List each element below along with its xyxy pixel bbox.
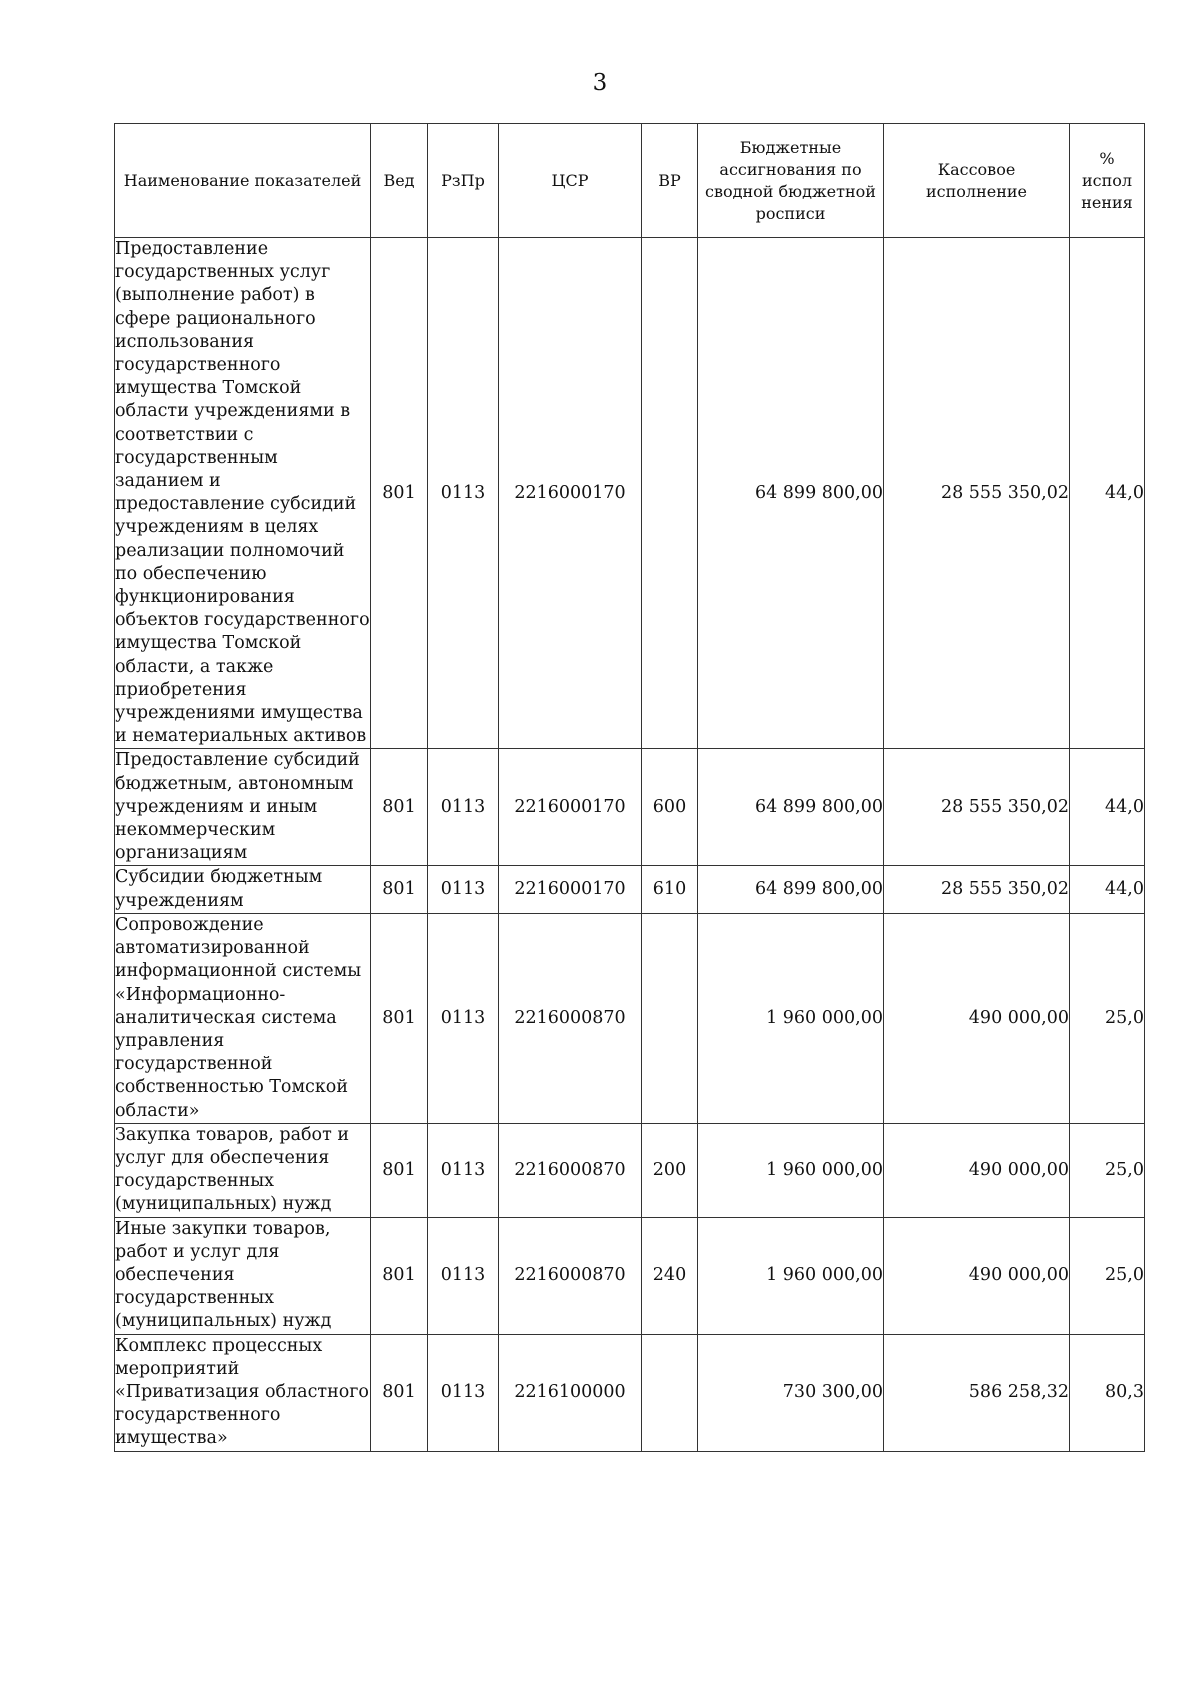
row-rzpr: 0113 <box>428 238 499 749</box>
row-rzpr: 0113 <box>428 913 499 1123</box>
row-budget: 64 899 800,00 <box>698 238 884 749</box>
row-csr: 2216000870 <box>499 1217 642 1334</box>
row-rzpr: 0113 <box>428 749 499 866</box>
row-ved: 801 <box>371 866 428 913</box>
row-vr: 600 <box>642 749 698 866</box>
row-name: Закупка товаров, работ и услуг для обеспечения государственных (муниципальных) нужд <box>115 1123 371 1217</box>
row-csr: 2216000870 <box>499 913 642 1123</box>
row-name: Сопровождение автоматизированной информационной системы «Информационно-аналитическая система управления государственной собственностью Томской области» <box>115 913 371 1123</box>
row-rzpr: 0113 <box>428 1217 499 1334</box>
row-pct: 25,0 <box>1070 1123 1145 1217</box>
row-budget: 1 960 000,00 <box>698 1217 884 1334</box>
row-ved: 801 <box>371 749 428 866</box>
row-vr: 200 <box>642 1123 698 1217</box>
row-pct: 80,3 <box>1070 1334 1145 1451</box>
header-rzpr: РзПр <box>428 124 499 238</box>
row-cash: 490 000,00 <box>884 1123 1070 1217</box>
row-cash: 28 555 350,02 <box>884 749 1070 866</box>
row-rzpr: 0113 <box>428 866 499 913</box>
row-csr: 2216000170 <box>499 238 642 749</box>
row-ved: 801 <box>371 913 428 1123</box>
table-row <box>115 1334 1145 1451</box>
row-vr <box>642 1334 698 1451</box>
row-budget: 730 300,00 <box>698 1334 884 1451</box>
table-row <box>115 238 1145 749</box>
row-csr: 2216000870 <box>499 1123 642 1217</box>
row-csr: 2216000170 <box>499 866 642 913</box>
table-row <box>115 866 1145 913</box>
row-name: Иные закупки товаров, работ и услуг для обеспечения государственных (муниципальных) нужд <box>115 1217 371 1334</box>
row-csr: 2216000170 <box>499 749 642 866</box>
header-cash: Кассовое исполнение <box>884 124 1070 238</box>
row-budget: 1 960 000,00 <box>698 1123 884 1217</box>
table-row <box>115 1123 1145 1217</box>
row-ved: 801 <box>371 1334 428 1451</box>
row-pct: 25,0 <box>1070 913 1145 1123</box>
row-rzpr: 0113 <box>428 1334 499 1451</box>
row-name: Предоставление государственных услуг (выполнение работ) в сфере рационального использования государственного имущества Томской области учреждениями в соответствии с государственным заданием и предоставление субсидий учреждениям в целях реализации полномочий по обеспечению функционирования объектов государственного имущества Томской области, а также приобретения учреждениями имущества и нематериальных активов <box>115 238 371 749</box>
table-row <box>115 749 1145 866</box>
row-ved: 801 <box>371 238 428 749</box>
page-number: 3 <box>592 70 608 96</box>
row-budget: 64 899 800,00 <box>698 866 884 913</box>
row-cash: 586 258,32 <box>884 1334 1070 1451</box>
header-ved: Вед <box>371 124 428 238</box>
row-vr <box>642 238 698 749</box>
row-ved: 801 <box>371 1217 428 1334</box>
row-name: Предоставление субсидий бюджетным, автономным учреждениям и иным некоммерческим организациям <box>115 749 371 866</box>
row-name: Субсидии бюджетным учреждениям <box>115 866 371 913</box>
row-name: Комплекс процессных мероприятий «Приватизация областного государственного имущества» <box>115 1334 371 1451</box>
row-cash: 490 000,00 <box>884 913 1070 1123</box>
row-cash: 490 000,00 <box>884 1217 1070 1334</box>
row-cash: 28 555 350,02 <box>884 238 1070 749</box>
row-pct: 25,0 <box>1070 1217 1145 1334</box>
header-budget: Бюджетные ассигнования по сводной бюджетной росписи <box>698 124 884 238</box>
row-pct: 44,0 <box>1070 238 1145 749</box>
header-pct: % испол нения <box>1070 124 1145 238</box>
row-pct: 44,0 <box>1070 749 1145 866</box>
row-cash: 28 555 350,02 <box>884 866 1070 913</box>
header-vr: ВР <box>642 124 698 238</box>
row-pct: 44,0 <box>1070 866 1145 913</box>
header-name: Наименование показателей <box>115 124 371 238</box>
budget-execution-table <box>114 123 1145 1452</box>
row-budget: 1 960 000,00 <box>698 913 884 1123</box>
row-ved: 801 <box>371 1123 428 1217</box>
table-header-row <box>115 124 1145 238</box>
header-csr: ЦСР <box>499 124 642 238</box>
table-row <box>115 913 1145 1123</box>
row-budget: 64 899 800,00 <box>698 749 884 866</box>
table-row <box>115 1217 1145 1334</box>
row-rzpr: 0113 <box>428 1123 499 1217</box>
row-csr: 2216100000 <box>499 1334 642 1451</box>
row-vr <box>642 913 698 1123</box>
row-vr: 240 <box>642 1217 698 1334</box>
row-vr: 610 <box>642 866 698 913</box>
